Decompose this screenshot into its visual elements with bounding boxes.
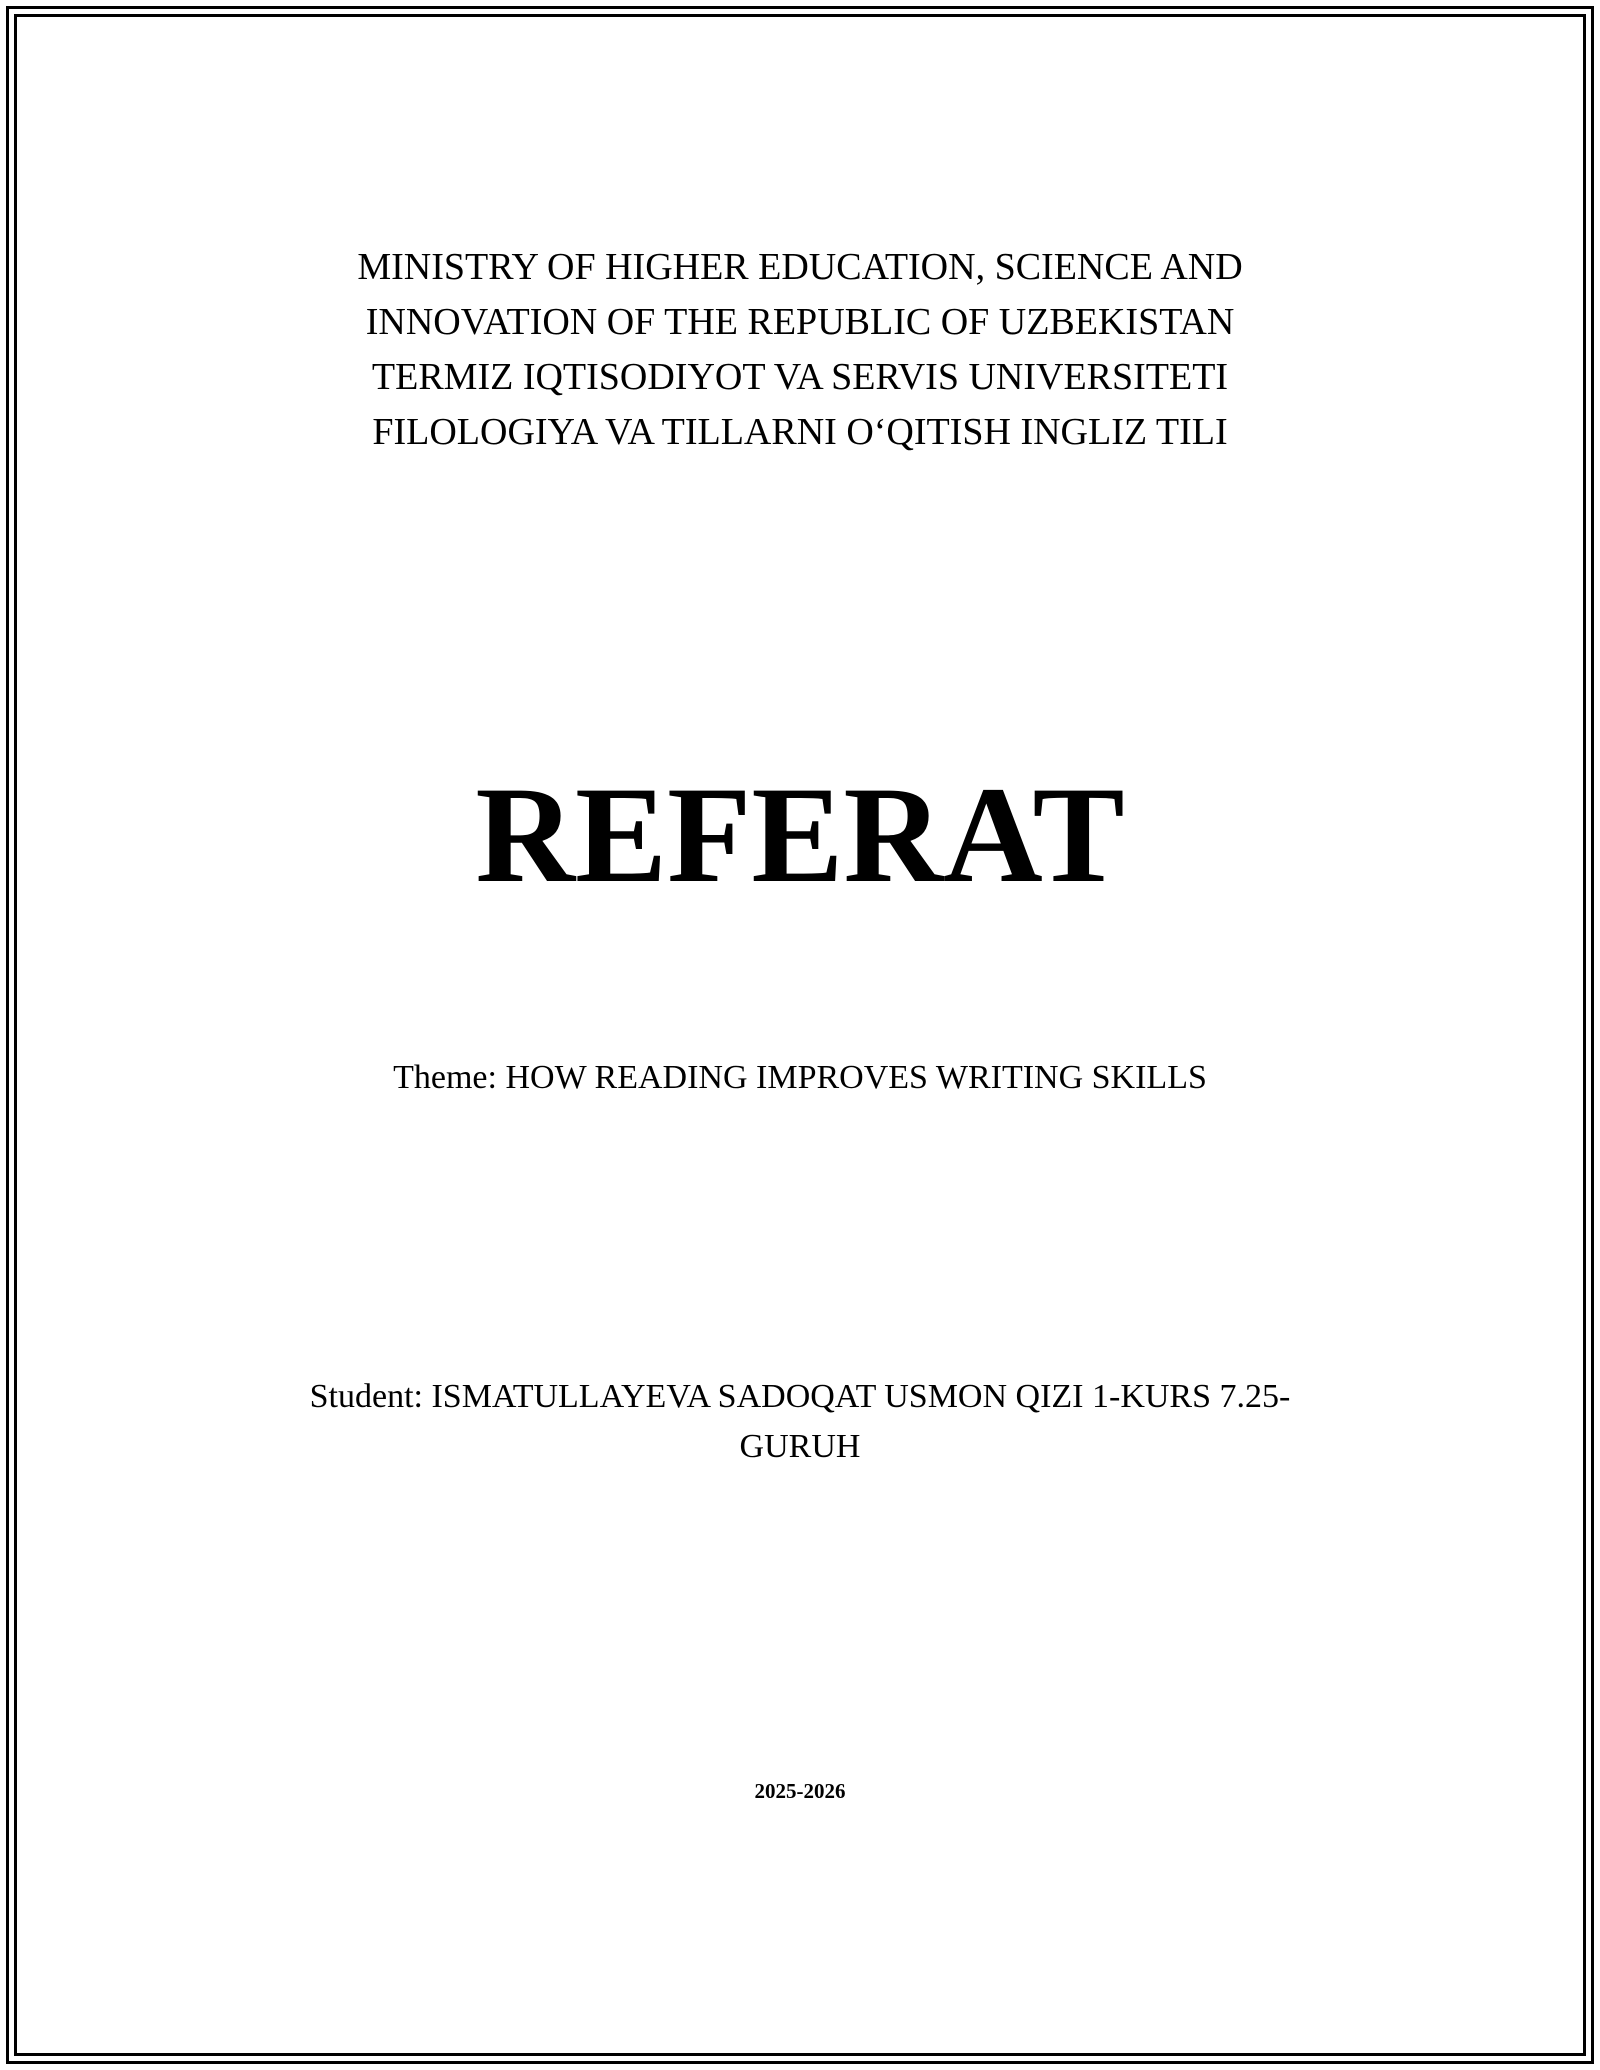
header-line-university: TERMIZ IQTISODIYOT VA SERVIS UNIVERSITETI [371,356,1229,398]
theme-line: Theme: HOW READING IMPROVES WRITING SKILLS [393,1059,1207,1096]
student-line: Student: ISMATULLAYEVA SADOQAT USMON QIZI 1-KURS 7.25-GURUH [309,1378,1291,1465]
institution-header [0,240,1600,460]
academic-year: 2025-2026 [754,1779,846,1803]
header-line-republic: INNOVATION OF THE REPUBLIC OF UZBEKISTAN [365,301,1235,343]
header-line-ministry: MINISTRY OF HIGHER EDUCATION, SCIENCE AND [357,246,1243,288]
document-title: REFERAT [475,758,1125,911]
header-line-faculty: FILOLOGIYA VA TILLARNI O‘QITISH INGLIZ TILI [372,411,1228,453]
